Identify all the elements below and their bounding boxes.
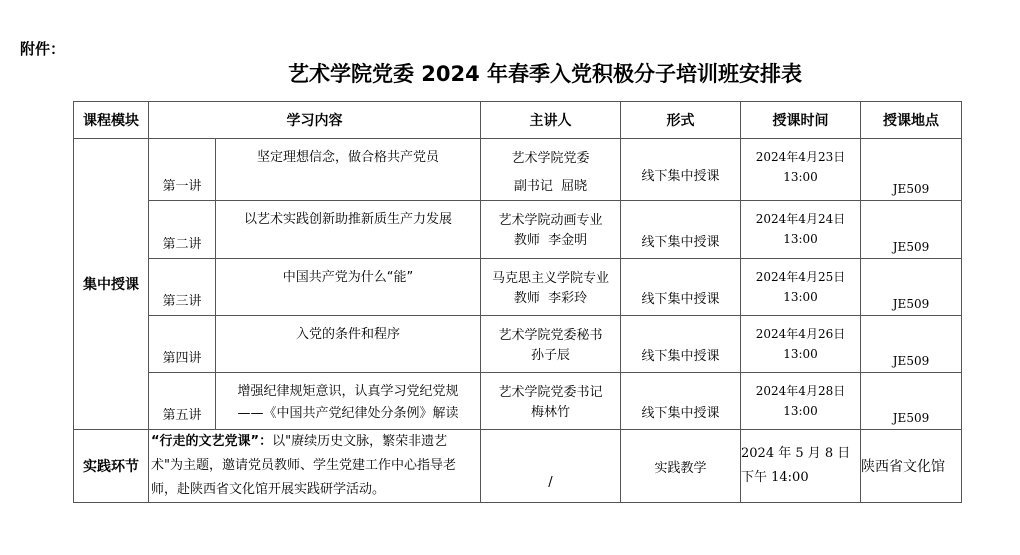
form-cell (621, 316, 741, 373)
speaker-line: 副书记 屈晓 (513, 179, 588, 194)
header-time: 授课时间 (741, 102, 861, 139)
practice-speaker (481, 430, 621, 503)
practice-time (741, 430, 861, 503)
time-cell (741, 373, 861, 430)
time-text: 13:00 (783, 347, 818, 361)
table-row (74, 201, 962, 259)
form-text: 线下集中授课 (641, 406, 720, 421)
content-line: 以艺术实践创新助推新质生产力发展 (243, 212, 452, 227)
form-text: 线下集中授课 (641, 169, 720, 184)
content-cell (216, 201, 481, 259)
speaker-line: 孙子辰 (530, 348, 570, 363)
practice-date: 2024 年 5 月 8 日 (741, 446, 851, 461)
time-text: 13:00 (783, 170, 818, 184)
lecture-no: 第二讲 (162, 237, 202, 252)
lecture-no-cell (149, 373, 216, 430)
form-cell (621, 139, 741, 201)
speaker-line: 教师 李金明 (513, 233, 588, 248)
speaker-cell (481, 139, 621, 201)
header-place: 授课地点 (861, 102, 962, 139)
speaker-line: 教师 李彩玲 (513, 291, 588, 306)
speaker-line: 艺术学院党委秘书 (498, 328, 603, 343)
module-cell: 集中授课 (74, 139, 149, 430)
time-cell (741, 139, 861, 201)
practice-desc: 以"赓续历史文脉，繁荣非遗艺术"为主题，邀请党员教师、学生党建工作中心指导老师，赴陕西省文化馆开展实践研学活动。 (151, 434, 456, 497)
content-cell (216, 139, 481, 201)
practice-form: 实践教学 (621, 430, 741, 503)
speaker-line: 艺术学院党委 (511, 151, 590, 166)
practice-content (149, 430, 481, 503)
lecture-no-cell (149, 259, 216, 316)
table-row (74, 259, 962, 316)
document-title: 艺术学院党委 2024 年春季入党积极分子培训班安排表 (287, 62, 803, 86)
form-text: 线下集中授课 (641, 349, 720, 364)
content-cell (216, 316, 481, 373)
time-text: 13:00 (783, 404, 818, 418)
practice-module: 实践环节 (74, 430, 149, 503)
content-line: 坚定理想信念，做合格共产党员 (256, 150, 439, 165)
content-line: 入党的条件和程序 (295, 327, 400, 342)
lecture-no: 第四讲 (162, 351, 202, 366)
place-text: JE509 (892, 411, 930, 425)
speaker-line: 艺术学院动画专业 (498, 213, 603, 228)
speaker-line: 艺术学院党委书记 (498, 385, 603, 400)
form-cell (621, 201, 741, 259)
date-text: 2024年4月28日 (755, 384, 846, 398)
date-text: 2024年4月24日 (755, 212, 846, 226)
practice-title: “行走的文艺党课”： (151, 434, 273, 449)
speaker-cell (481, 316, 621, 373)
place-cell (861, 201, 962, 259)
practice-time-text: 下午 14:00 (741, 470, 809, 485)
content-line: ——《中国共产党纪律处分条例》解读 (237, 406, 459, 421)
lecture-no-cell (149, 316, 216, 373)
speaker-cell (481, 259, 621, 316)
time-text: 13:00 (783, 232, 818, 246)
header-row (74, 102, 962, 139)
lecture-no-cell (149, 201, 216, 259)
header-module: 课程模块 (74, 102, 149, 139)
place-text: JE509 (892, 240, 930, 254)
header-speaker: 主讲人 (481, 102, 621, 139)
form-cell (621, 259, 741, 316)
table-row (74, 139, 962, 201)
practice-row (74, 430, 962, 503)
practice-speaker-text: / (548, 475, 553, 490)
place-cell (861, 316, 962, 373)
place-cell (861, 373, 962, 430)
speaker-line: 梅林竹 (530, 405, 570, 420)
place-text: JE509 (892, 354, 930, 368)
header-form: 形式 (621, 102, 741, 139)
date-text: 2024年4月25日 (755, 270, 846, 284)
lecture-no: 第一讲 (162, 179, 202, 194)
time-cell (741, 316, 861, 373)
attachment-label: 附件： (20, 40, 66, 58)
place-cell (861, 259, 962, 316)
time-cell (741, 201, 861, 259)
content-cell (216, 259, 481, 316)
content-line: 中国共产党为什么“能” (282, 270, 414, 285)
practice-place: 陕西省文化馆 (861, 430, 962, 503)
lecture-no: 第三讲 (162, 294, 202, 309)
time-text: 13:00 (783, 290, 818, 304)
speaker-line: 马克思主义学院专业 (491, 271, 609, 286)
table-row (74, 316, 962, 373)
form-text: 线下集中授课 (641, 292, 720, 307)
form-cell (621, 373, 741, 430)
schedule-table (73, 101, 962, 503)
date-text: 2024年4月23日 (755, 150, 846, 164)
place-cell (861, 139, 962, 201)
place-text: JE509 (892, 182, 930, 196)
lecture-no: 第五讲 (162, 408, 202, 423)
content-cell (216, 373, 481, 430)
date-text: 2024年4月26日 (755, 327, 846, 341)
place-text: JE509 (892, 297, 930, 311)
header-content: 学习内容 (149, 102, 481, 139)
time-cell (741, 259, 861, 316)
content-line: 增强纪律规矩意识，认真学习党纪党规 (237, 384, 459, 399)
speaker-cell (481, 201, 621, 259)
lecture-no-cell (149, 139, 216, 201)
speaker-cell (481, 373, 621, 430)
table-row (74, 373, 962, 430)
form-text: 线下集中授课 (641, 235, 720, 250)
